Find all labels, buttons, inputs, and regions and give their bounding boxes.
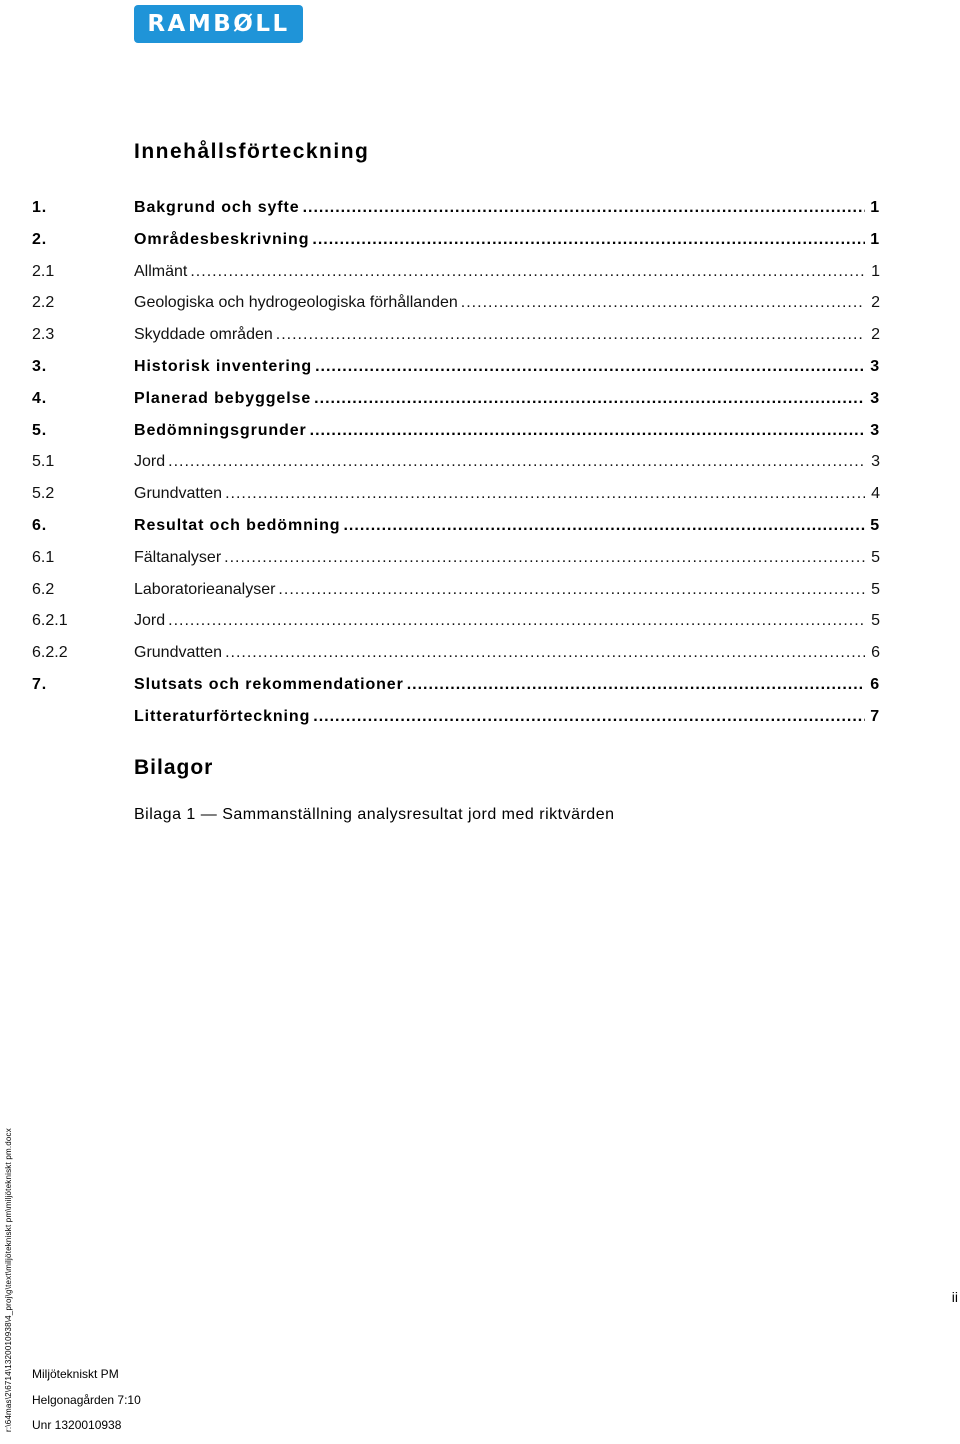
toc-leader-dots — [315, 358, 865, 376]
toc-entry-number: 6.1 — [32, 548, 55, 566]
toc-entry-number: 1. — [32, 199, 48, 216]
toc-entry-number: 3. — [32, 357, 48, 375]
toc-entry-label: Områdesbeskrivning — [134, 230, 310, 248]
footer-location: Helgonagården 7:10 — [32, 1392, 141, 1407]
toc-entry-label: Jord — [134, 453, 166, 471]
toc-entry[interactable] — [32, 612, 880, 644]
toc-entry-label: Skyddade områden — [134, 326, 273, 344]
toc-leader-dots — [461, 294, 865, 312]
toc-leader-dots — [312, 231, 865, 249]
footer-doc-type: Miljötekniskt PM — [32, 1367, 119, 1381]
toc-leader-dots — [303, 199, 865, 217]
toc-entry-page: 5 — [871, 548, 880, 566]
toc-entry-page: 5 — [871, 612, 880, 630]
bilaga-item: Bilaga 1 — Sammanställning analysresultat jord med riktvärden — [134, 806, 615, 823]
toc-entry-number: 6.2.2 — [32, 644, 68, 662]
toc-entry-page: 5 — [870, 516, 880, 534]
toc-entry-number: 2. — [32, 230, 48, 248]
toc-leader-dots — [168, 453, 865, 471]
toc-entry-page: 4 — [871, 485, 880, 503]
toc-entry-number: 5.1 — [32, 453, 55, 471]
file-path-margin-text: r:\64mas\2\6714\1320010938\4_proj\g\text\miljötekniskt pm\miljötekniskt pm.docx — [4, 1128, 13, 1432]
toc-entry-page: 1 — [870, 199, 880, 216]
toc-entry-number: 2.2 — [32, 294, 55, 312]
toc-entry-label: Geologiska och hydrogeologiska förhållanden — [134, 294, 458, 312]
toc-entry-label: Planerad bebyggelse — [134, 389, 312, 407]
toc-entry[interactable] — [32, 549, 880, 581]
toc-leader-dots — [276, 326, 865, 344]
toc-entry-number: 6.2 — [32, 580, 55, 598]
toc-entry-label: Slutsats och rekommendationer — [134, 675, 404, 693]
toc-leader-dots — [343, 517, 865, 535]
toc-entry-label: Grundvatten — [134, 644, 223, 662]
table-of-contents — [32, 199, 880, 740]
toc-entry[interactable] — [32, 453, 880, 485]
toc-entry-number: 6. — [32, 516, 48, 534]
toc-entry-number: 2.3 — [32, 326, 55, 344]
toc-entry-page: 1 — [870, 230, 880, 248]
toc-leader-dots — [168, 612, 865, 630]
toc-entry-label: Historisk inventering — [134, 357, 313, 375]
toc-entry[interactable] — [32, 708, 880, 740]
toc-entry[interactable] — [32, 294, 880, 326]
toc-entry-page: 2 — [871, 294, 880, 312]
toc-entry-label: Fältanalyser — [134, 548, 222, 566]
footer-unr: Unr 1320010938 — [32, 1418, 122, 1432]
bilagor-title: Bilagor — [134, 756, 214, 779]
toc-entry[interactable] — [32, 422, 880, 454]
toc-entry-page: 6 — [870, 675, 880, 693]
toc-entry[interactable] — [32, 390, 880, 422]
toc-entry-page: 3 — [870, 357, 880, 375]
toc-entry-page: 7 — [870, 707, 880, 725]
toc-title: Innehållsförteckning — [134, 140, 370, 163]
toc-entry[interactable] — [32, 231, 880, 263]
toc-entry-page: 3 — [871, 453, 880, 471]
toc-entry-label: Grundvatten — [134, 485, 223, 503]
toc-leader-dots — [190, 263, 865, 281]
toc-entry[interactable] — [32, 358, 880, 390]
toc-leader-dots — [224, 549, 865, 567]
toc-entry-page: 6 — [871, 644, 880, 662]
footer — [32, 1367, 141, 1444]
toc-entry-page: 2 — [871, 326, 880, 344]
toc-entry[interactable] — [32, 263, 880, 295]
toc-leader-dots — [314, 390, 865, 408]
toc-entry[interactable] — [32, 199, 880, 231]
toc-entry-number: 6.2.1 — [32, 612, 68, 630]
ramboll-logo: RAMBØLL — [134, 5, 303, 43]
toc-entry-number: 5. — [32, 421, 48, 439]
toc-entry[interactable] — [32, 517, 880, 549]
toc-entry[interactable] — [32, 485, 880, 517]
toc-entry-label: Laboratorieanalyser — [134, 580, 276, 598]
toc-entry-label: Resultat och bedömning — [134, 516, 341, 534]
toc-entry-number: 5.2 — [32, 485, 55, 503]
toc-entry-number: 7. — [32, 675, 48, 693]
toc-entry-label: Allmänt — [134, 262, 188, 280]
toc-leader-dots — [278, 581, 865, 599]
toc-leader-dots — [225, 644, 865, 662]
toc-entry-page: 5 — [871, 580, 880, 598]
toc-entry-label: Bakgrund och syfte — [134, 199, 300, 216]
toc-leader-dots — [310, 422, 865, 440]
toc-entry-number: 2.1 — [32, 262, 55, 280]
toc-leader-dots — [313, 708, 865, 726]
toc-leader-dots — [225, 485, 865, 503]
toc-entry[interactable] — [32, 581, 880, 613]
toc-entry[interactable] — [32, 676, 880, 708]
toc-entry-number: 4. — [32, 389, 48, 407]
toc-entry[interactable] — [32, 644, 880, 676]
toc-entry-label: Jord — [134, 612, 166, 630]
toc-entry-page: 3 — [870, 389, 880, 407]
page-number: ii — [951, 1289, 958, 1305]
toc-entry-page: 3 — [870, 421, 880, 439]
toc-entry-label: Litteraturförteckning — [134, 707, 311, 725]
toc-entry-label: Bedömningsgrunder — [134, 421, 307, 439]
toc-leader-dots — [407, 676, 865, 694]
toc-entry-page: 1 — [871, 262, 880, 280]
toc-entry[interactable] — [32, 326, 880, 358]
